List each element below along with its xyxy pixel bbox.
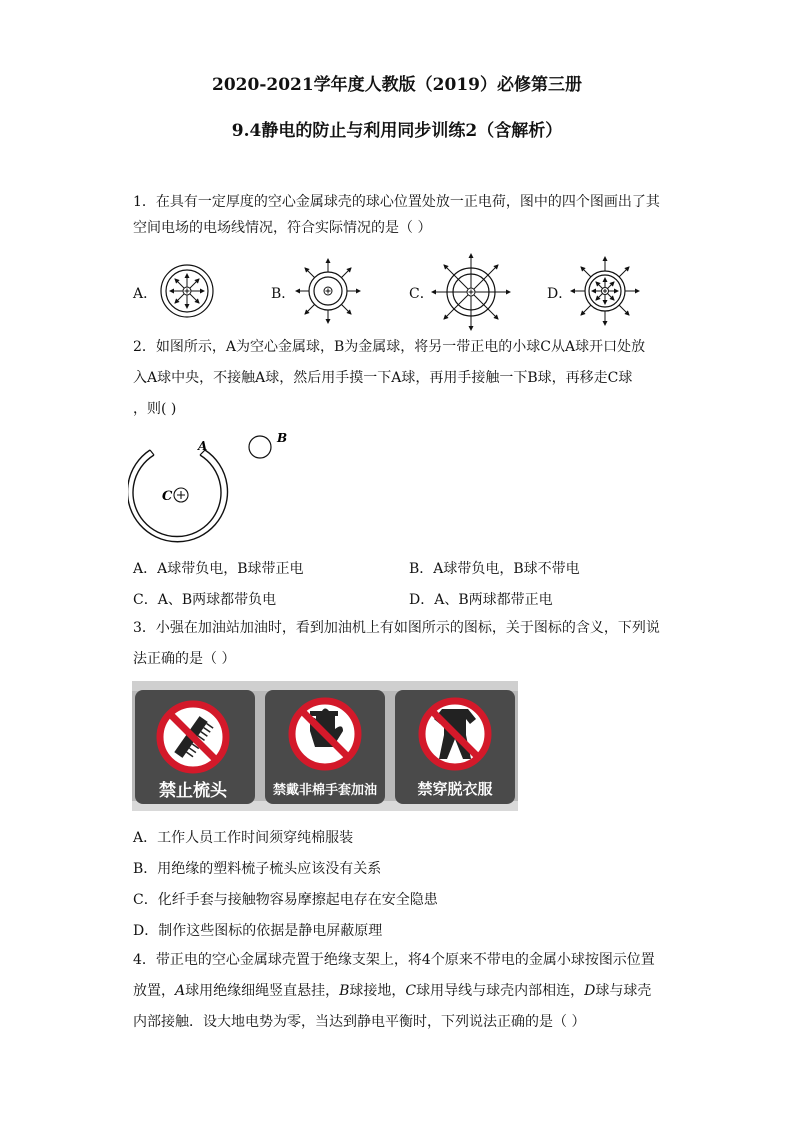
q2-option-a: A．A球带负电，B球带正电 [133, 561, 304, 577]
q2-label-c: C [162, 489, 173, 504]
q1-figure-b [292, 256, 364, 326]
q1-figure-c [430, 252, 512, 332]
q3-sign-photo [132, 681, 518, 811]
page-title: 2020-2021学年度人教版（2019）必修第三册 [212, 75, 582, 95]
q3-option-b: B．用绝缘的塑料梳子梳头应该没有关系 [133, 861, 382, 877]
q3-option-a: A．工作人员工作时间须穿纯棉服装 [133, 830, 354, 846]
q2-label-a: A [198, 439, 208, 453]
q1-option-a-label: A． [133, 286, 158, 302]
q2-stem-line2: 入A球中央，不接触A球，然后用手摸一下A球，再用手接触一下B球，再移走C球 [133, 370, 633, 386]
q2-option-d: D．A、B两球都带正电 [409, 592, 553, 608]
q2-stem-line3: ，则( ) [133, 401, 177, 417]
q2-option-c: C．A、B两球都带负电 [133, 592, 277, 608]
q4-stem-line3: 内部接触．设大地电势为零，当达到静电平衡时，下列说法正确的是（ ） [133, 1014, 586, 1030]
q1-figure-d [568, 254, 642, 328]
q1-option-b-label: B． [271, 286, 296, 302]
sign-label-3: 禁穿脱衣服 [417, 780, 493, 798]
q3-stem-line2: 法正确的是（ ） [133, 651, 236, 667]
q1-stem-line1: 1．在具有一定厚度的空心金属球壳的球心位置处放一正电荷，图中的四个图画出了其 [133, 194, 660, 210]
q4-stem-line1: 4．带正电的空心金属球壳置于绝缘支架上，将4个原来不带电的金属小球按图示位置 [133, 952, 655, 968]
page-subtitle: 9.4静电的防止与利用同步训练2（含解析） [231, 121, 563, 141]
sign-label-2: 禁戴非棉手套加油 [272, 783, 378, 798]
q1-option-d-label: D． [547, 286, 573, 302]
q2-option-b: B．A球带负电，B球不带电 [409, 561, 580, 577]
q2-label-b: B [277, 431, 288, 445]
q3-stem-line1: 3．小强在加油站加油时，看到加油机上有如图所示的图标，关于图标的含义，下列说 [133, 620, 660, 636]
q2-stem-line1: 2．如图所示，A为空心金属球，B为金属球，将另一带正电的小球C从A球开口处放 [133, 339, 646, 355]
q3-option-c: C．化纤手套与接触物容易摩擦起电存在安全隐患 [133, 892, 438, 908]
q3-option-d: D．制作这些图标的依据是静电屏蔽原理 [133, 923, 383, 939]
q4-stem-line2: 放置，A球用绝缘细绳竖直悬挂，B球接地，C球用导线与球壳内部相连，D球与球壳 [133, 983, 652, 999]
q1-stem-line2: 空间电场的电场线情况，符合实际情况的是（ ） [133, 220, 432, 236]
q2-figure-spheres [128, 428, 298, 548]
sign-label-1: 禁止梳头 [159, 781, 227, 801]
q1-option-c-label: C． [409, 286, 434, 302]
q1-figure-a [152, 258, 222, 324]
